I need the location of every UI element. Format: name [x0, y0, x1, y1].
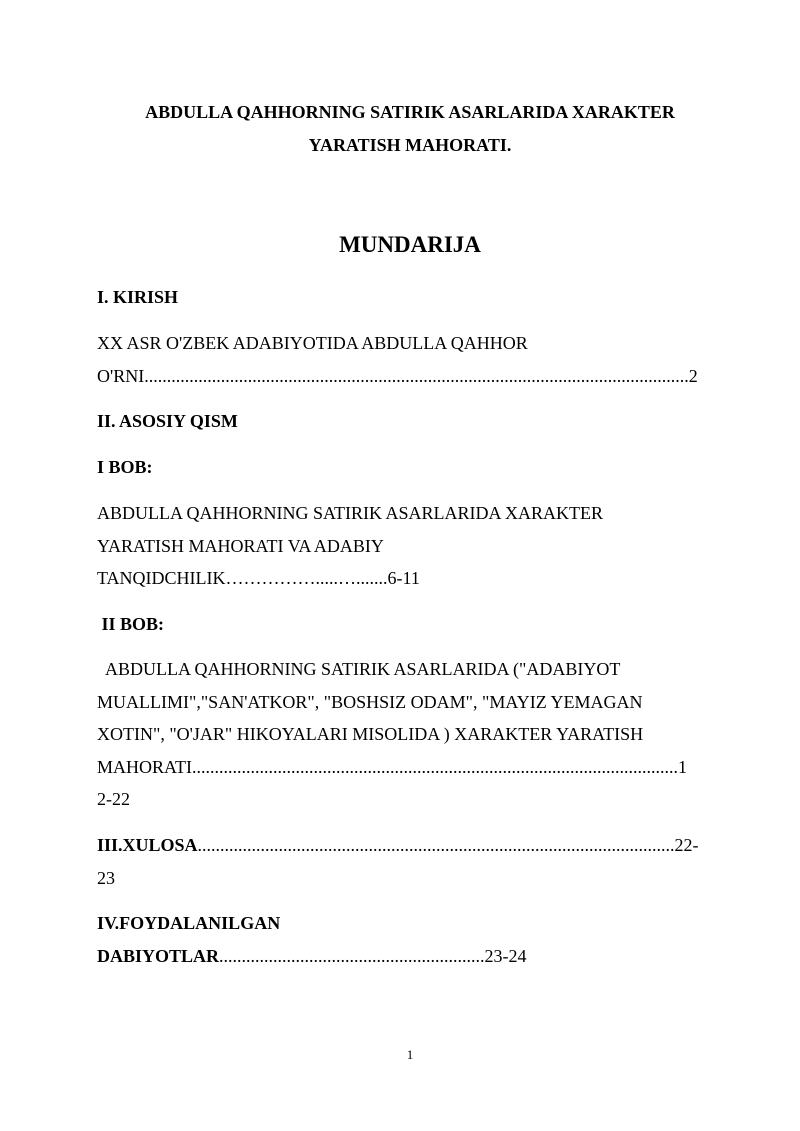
toc-main-heading: II. ASOSIY QISM — [97, 411, 238, 431]
page-number: 1 — [406, 1047, 414, 1062]
toc-chapter-2-line-4: MAHORATI............................................................................................................1 — [97, 757, 688, 777]
toc-references-dots: ...........................................................23-24 — [219, 946, 527, 966]
document-title-line-2: YARATISH MAHORATI. — [308, 135, 512, 155]
toc-chapter-2-line-1: ABDULLA QAHHORNING SATIRIK ASARLARIDA ("ADABIYOT — [97, 659, 621, 679]
toc-intro-line-2: O'RNI.........................................................................................................................2 — [97, 366, 698, 386]
document-title — [0, 96, 800, 162]
toc-conclusion-label: III.XULOSA — [97, 835, 198, 855]
toc-heading: MUNDARIJA — [339, 232, 481, 257]
toc-chapter-1-line-2: YARATISH MAHORATI VA ADABIY — [97, 536, 384, 556]
toc-references-label: DABIYOTLAR — [97, 946, 220, 966]
toc-chapter-1-line-1: ABDULLA QAHHORNING SATIRIK ASARLARIDA XARAKTER — [97, 503, 604, 523]
toc-chapter-2-heading: II BOB: — [97, 614, 165, 634]
document-title-line-1: ABDULLA QAHHORNING SATIRIK ASARLARIDA XARAKTER — [145, 102, 675, 122]
toc-references-line-2 — [97, 944, 527, 968]
toc-conclusion-line-2: 23 — [97, 868, 115, 888]
toc-chapter-1-heading: I BOB: — [97, 457, 153, 477]
toc-chapter-2-line-5: 2-22 — [97, 789, 130, 809]
toc-chapter-2-line-2: MUALLIMI","SAN'ATKOR", "BOSHSIZ ODAM", "MAYIZ YEMAGAN — [97, 692, 643, 712]
toc-references-line-1: IV.FOYDALANILGAN — [97, 913, 281, 933]
toc-conclusion-dots: ..........................................................................................................22- — [197, 835, 699, 855]
toc-chapter-1-line-3: TANQIDCHILIK…………….....….......6-11 — [97, 568, 420, 588]
toc-chapter-2-line-3: XOTIN", "O'JAR" HIKOYALARI MISOLIDA ) XARAKTER YARATISH — [97, 724, 644, 744]
toc-intro-line-1: XX ASR O'ZBEK ADABIYOTIDA ABDULLA QAHHOR — [97, 333, 528, 353]
toc-intro-heading: I. KIRISH — [97, 287, 179, 307]
toc-conclusion-line-1 — [97, 833, 699, 857]
